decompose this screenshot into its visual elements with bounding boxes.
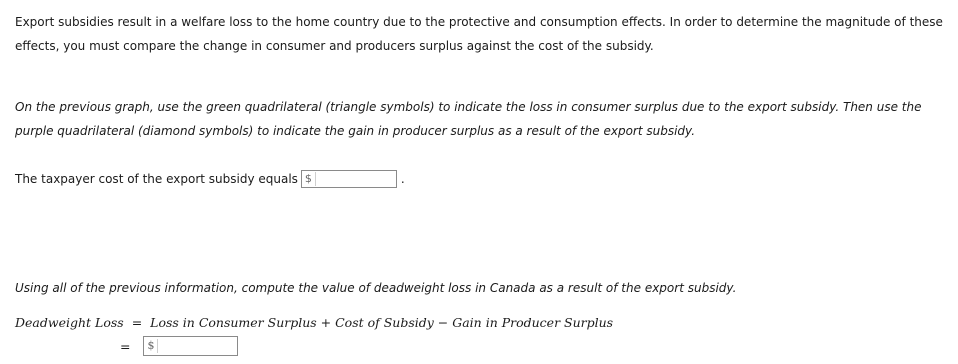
taxpayer-cost-input[interactable]	[316, 172, 398, 186]
equals-sign: =	[131, 315, 143, 330]
equation-lhs: Deadweight Loss	[15, 315, 124, 330]
deadweight-loss-equation	[15, 315, 613, 330]
deadweight-loss-input-box[interactable]	[143, 336, 238, 356]
deadweight-loss-prompt: Using all of the previous information, compute the value of deadweight loss in Canada as a result of the export subsidy.	[15, 281, 737, 295]
taxpayer-cost-input-box[interactable]	[301, 170, 397, 188]
deadweight-loss-result-row	[120, 336, 238, 356]
dollar-sign: $	[147, 339, 158, 353]
equals-sign: =	[120, 338, 131, 354]
intro-paragraph: Export subsidies result in a welfare loss to the home country due to the protective and consumption effects. In order to determine the magnitude of these effects, you must compare the change in consumer and producers surplus against the cost of the subsidy.	[15, 15, 943, 53]
deadweight-loss-input[interactable]	[158, 339, 238, 353]
equation-rhs: Loss in Consumer Surplus + Cost of Subsidy − Gain in Producer Surplus	[150, 315, 614, 330]
taxpayer-cost-row	[15, 168, 405, 190]
taxpayer-cost-label: The taxpayer cost of the export subsidy equals	[15, 172, 298, 186]
sentence-period: .	[400, 172, 405, 186]
dollar-sign: $	[305, 172, 316, 186]
graph-instruction-paragraph: On the previous graph, use the green quadrilateral (triangle symbols) to indicate the loss in consumer surplus due to the export subsidy. Then use the purple quadrilateral (diamond symbols) to indicate the gain in producer surplus as a result of the export subsidy.	[15, 100, 922, 138]
